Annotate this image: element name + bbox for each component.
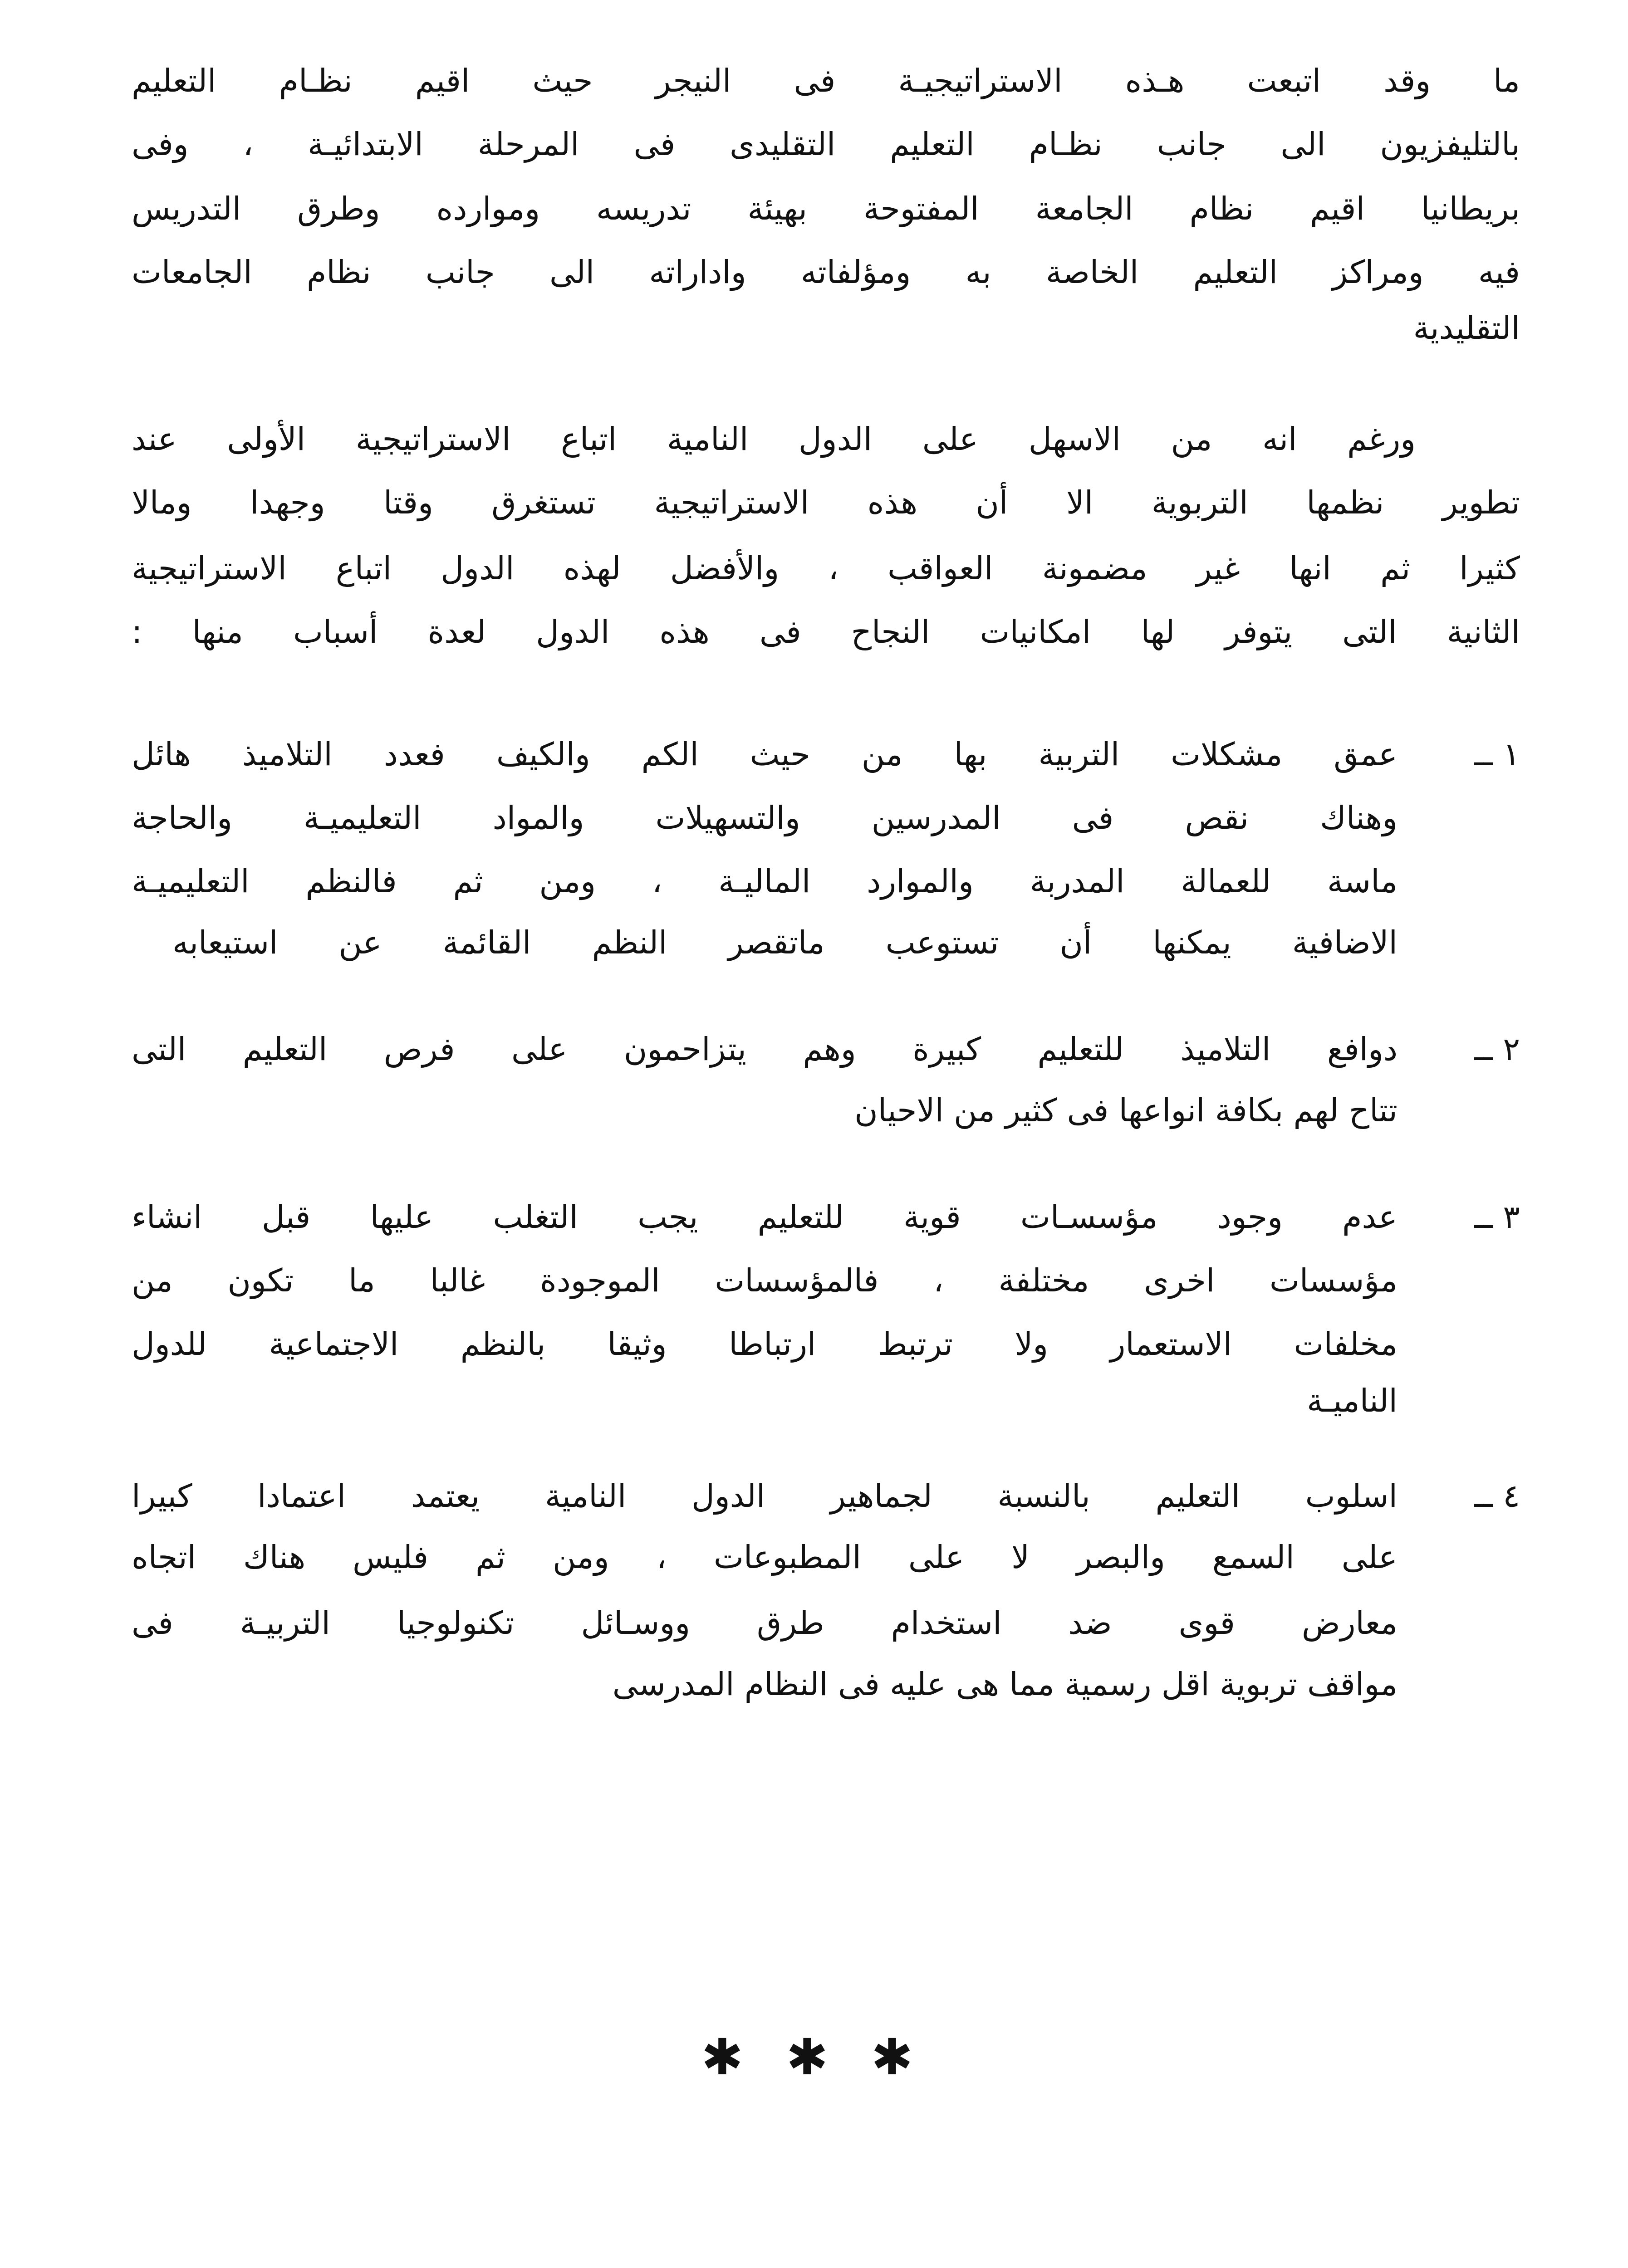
list-item-number: ٢ ــ <box>1474 1031 1520 1068</box>
text-line: مخلفات الاستعمار ولا ترتبط ارتباطا وثيقا بالنظم الاجتماعية للدول <box>132 1325 1398 1363</box>
text-line: وهناك نقص فى المدرسين والتسهيلات والمواد التعليميـة والحاجة <box>132 799 1398 836</box>
text-line: عدم وجود مؤسسـات قوية للتعليم يجب التغلب عليها قبل انشاء <box>132 1198 1398 1236</box>
text-line: اسلوب التعليم بالنسبة لجماهير الدول النامية يعتمد اعتمادا كبيرا <box>132 1477 1398 1515</box>
text-line: الثانية التى يتوفر لها امكانيات النجاح فى هذه الدول لعدة أسباب منها : <box>132 613 1520 650</box>
text-line: ورغم انه من الاسهل على الدول النامية اتباع الاستراتيجية الأولى عند <box>132 420 1416 458</box>
text-line: بالتليفزيون الى جانب نظـام التعليم التقليدى فى المرحلة الابتدائيـة ، وفى <box>132 126 1520 163</box>
text-line: الناميـة <box>1307 1382 1398 1419</box>
text-line: الاضافية يمكنها أن تستوعب ماتقصر النظم القائمة عن استيعابه <box>172 924 1398 961</box>
list-item-number: ٣ ــ <box>1474 1198 1520 1236</box>
text-line: ماسة للعمالة المدربة والموارد الماليـة ، ومن ثم فالنظم التعليميـة <box>132 863 1398 900</box>
text-line: التقليدية <box>1413 309 1520 347</box>
text-line: على السمع والبصر لا على المطبوعات ، ومن ثم فليس هناك اتجاه <box>132 1539 1398 1576</box>
section-ornament: ✱ ✱ ✱ <box>701 2028 927 2086</box>
text-line: تطوير نظمها التربوية الا أن هذه الاستراتيجية تستغرق وقتا وجهدا ومالا <box>132 484 1520 521</box>
text-line: بريطانيا اقيم نظام الجامعة المفتوحة بهيئة تدريسه وموارده وطرق التدريس <box>132 190 1520 227</box>
text-line: معارض قوى ضد استخدام طرق ووسـائل تكنولوجيا التربيـة فى <box>132 1604 1398 1642</box>
text-line: فيه ومراكز التعليم الخاصة به ومؤلفاته واداراته الى جانب نظام الجامعات <box>132 254 1520 291</box>
text-line: تتاح لهم بكافة انواعها فى كثير من الاحيان <box>854 1092 1398 1129</box>
list-item-number: ١ ــ <box>1474 736 1520 773</box>
text-line: ما وقد اتبعت هـذه الاستراتيجيـة فى النيجر حيث اقيم نظـام التعليم <box>132 62 1520 99</box>
text-line: مؤسسات اخرى مختلفة ، فالمؤسسات الموجودة غالبا ما تكون من <box>132 1262 1398 1299</box>
text-line: كثيرا ثم انها غير مضمونة العواقب ، والأفضل لهذه الدول اتباع الاستراتيجية <box>132 550 1520 587</box>
text-line: دوافع التلاميذ للتعليم كبيرة وهم يتزاحمون على فرص التعليم التى <box>132 1031 1398 1068</box>
list-item-number: ٤ ــ <box>1474 1477 1520 1515</box>
text-line: عمق مشكلات التربية بها من حيث الكم والكيف فعدد التلاميذ هائل <box>132 736 1398 773</box>
text-line: مواقف تربوية اقل رسمية مما هى عليه فى النظام المدرسى <box>612 1666 1398 1703</box>
